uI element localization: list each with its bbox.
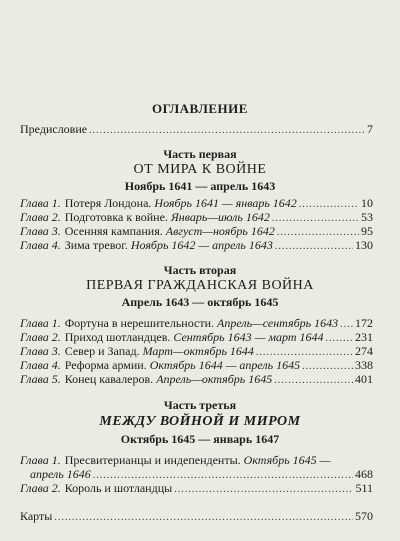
dot-leader (272, 213, 359, 224)
dot-leader (89, 125, 365, 136)
chapter-title: Конец кавалеров. (64, 372, 154, 386)
dot-leader (93, 470, 353, 481)
toc-entry-part1-ch3[interactable] (20, 224, 373, 239)
chapter-label: Глава 2. (20, 210, 61, 224)
toc-entry-part3-ch2[interactable] (20, 481, 373, 496)
dot-leader (325, 333, 353, 344)
page-number: 172 (355, 316, 373, 330)
toc-entry-part2-ch2[interactable] (20, 330, 373, 345)
page-number: 7 (367, 122, 373, 136)
part-2-label: Часть вторая (163, 263, 237, 277)
entry-title: Предисловие (20, 122, 88, 136)
chapter-label: Глава 3. (20, 344, 61, 358)
page-number: 468 (355, 467, 373, 481)
page-number: 338 (355, 358, 373, 372)
chapter-period: Август—ноябрь 1642 (165, 224, 275, 238)
page-number: 130 (355, 238, 373, 252)
chapter-period: Октябрь 1645 — (243, 453, 331, 467)
chapter-title: Подготовка к войне. (64, 210, 168, 224)
chapter-title: Север и Запад. (64, 344, 140, 358)
toc-title: ОГЛАВЛЕНИЕ (152, 101, 248, 116)
page-number: 231 (355, 330, 373, 344)
part-1-label: Часть первая (163, 147, 237, 161)
part-3-title: МЕЖДУ ВОЙНОЙ И МИРОМ (99, 414, 301, 429)
chapter-title: Приход шотландцев. (64, 330, 171, 344)
chapter-label: Глава 1. (20, 196, 61, 210)
page-number: 53 (361, 210, 373, 224)
toc-entry-preface[interactable] (20, 122, 373, 137)
chapter-label: Глава 1. (20, 316, 61, 330)
chapter-title: Зима тревог. (64, 238, 128, 252)
toc-entry-part1-ch1[interactable] (20, 196, 373, 211)
chapter-period: Апрель—сентябрь 1643 (217, 316, 339, 330)
part-3-label: Часть третья (163, 398, 237, 412)
chapter-title: Король и шотландцы (64, 481, 173, 495)
chapter-label: Глава 5. (20, 372, 61, 386)
part-2-title: ПЕРВАЯ ГРАЖДАНСКАЯ ВОЙНА (86, 278, 314, 293)
toc-entry-part3-ch1-cont[interactable] (30, 467, 373, 482)
page-number: 10 (361, 196, 373, 210)
dot-leader (54, 512, 353, 523)
dot-leader (256, 347, 353, 358)
page-number: 401 (355, 372, 373, 386)
dot-leader (302, 361, 353, 372)
entry-title: Карты (20, 509, 53, 523)
toc-entry-part1-ch2[interactable] (20, 210, 373, 225)
chapter-period: Март—октябрь 1644 (142, 344, 254, 358)
chapter-label: Глава 3. (20, 224, 61, 238)
toc-entry-maps[interactable] (20, 509, 373, 524)
chapter-label: Глава 1. (20, 453, 61, 467)
chapter-title: Реформа армии. (64, 358, 147, 372)
chapter-period: Ноябрь 1641 — январь 1642 (154, 196, 297, 210)
chapter-period: Октябрь 1644 — апрель 1645 (149, 358, 301, 372)
chapter-period-continued: апрель 1646 (30, 467, 91, 481)
chapter-title: Осенняя кампания. (64, 224, 163, 238)
toc-entry-part2-ch3[interactable] (20, 344, 373, 359)
dot-leader (340, 319, 353, 330)
part-3-dates: Октябрь 1645 — январь 1647 (120, 432, 280, 446)
part-1-dates: Ноябрь 1641 — апрель 1643 (124, 179, 276, 193)
page-number: 95 (361, 224, 373, 238)
page-number: 570 (355, 509, 373, 523)
dot-leader (174, 484, 353, 495)
part-1-title: ОТ МИРА К ВОЙНЕ (133, 162, 267, 177)
chapter-period: Апрель—октябрь 1645 (156, 372, 273, 386)
toc-entry-part3-ch1[interactable] (20, 453, 373, 468)
toc-entry-part2-ch1[interactable] (20, 316, 373, 331)
chapter-title: Пресвитерианцы и индепенденты. (64, 453, 241, 467)
page-number: 274 (355, 344, 373, 358)
dot-leader (274, 375, 353, 386)
toc-entry-part2-ch4[interactable] (20, 358, 373, 373)
part-2-dates: Апрель 1643 — октябрь 1645 (121, 295, 279, 309)
toc-entry-part2-ch5[interactable] (20, 372, 373, 387)
chapter-label: Глава 2. (20, 330, 61, 344)
chapter-period: Ноябрь 1642 — апрель 1643 (130, 238, 273, 252)
page-number: 511 (355, 481, 373, 495)
chapter-label: Глава 2. (20, 481, 61, 495)
dot-leader (275, 241, 353, 252)
chapter-label: Глава 4. (20, 238, 61, 252)
chapter-period: Январь—июль 1642 (170, 210, 270, 224)
dot-leader (299, 199, 359, 210)
chapter-label: Глава 4. (20, 358, 61, 372)
chapter-title: Фортуна в нерешительности. (64, 316, 215, 330)
chapter-title: Потеря Лондона. (64, 196, 152, 210)
dot-leader (277, 227, 359, 238)
chapter-period: Сентябрь 1643 — март 1644 (173, 330, 324, 344)
toc-entry-part1-ch4[interactable] (20, 238, 373, 253)
